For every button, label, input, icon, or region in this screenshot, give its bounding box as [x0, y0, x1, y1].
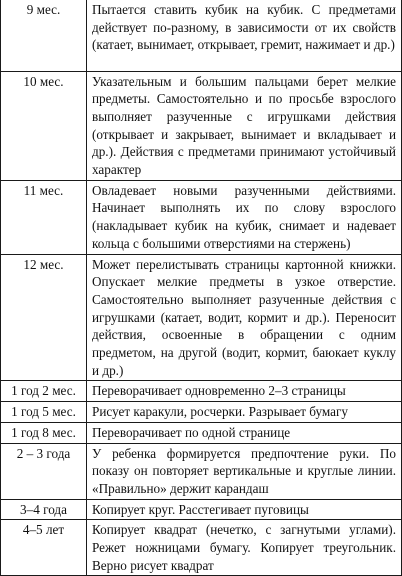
table-row — [1, 499, 402, 520]
description-cell: Может перелистывать страницы картонной книжки. Опускает мелкие предметы в узкое отверстие. Самостоятельно выполняет разученные действия с игрушками (катает, водит, кормит и др.). Переносит действия, освоенные в обращении с одним предметом, на другой (водит, кормит, баюкает куклу и др.) — [87, 254, 402, 381]
description-cell: Пытается ставить кубик на кубик. С предметами действует по-разному, в зависимости от их свойств (катает, вынимает, открывает, гремит, нажимает и др.) — [87, 0, 402, 71]
age-cell: 1 год 5 мес. — [1, 402, 87, 423]
age-cell: 9 мес. — [1, 0, 87, 71]
table-row — [1, 422, 402, 443]
age-cell: 2 – 3 года — [1, 443, 87, 499]
description-cell: Рисует каракули, росчерки. Разрывает бумагу — [87, 402, 402, 423]
age-cell: 4–5 лет — [1, 520, 87, 576]
table-row — [1, 180, 402, 254]
table-row — [1, 381, 402, 402]
age-cell: 11 мес. — [1, 180, 87, 254]
table-row — [1, 443, 402, 499]
description-cell: Указательным и большим пальцами берет мелкие предметы. Самостоятельно и по просьбе взрослого выполняет разученные с игрушками действия (открывает и закрывает, вынимает и вкладывает и др.). Действия с предметами принимают устойчивый характер — [87, 71, 402, 180]
description-cell: Переворачивает одновременно 2–3 страницы — [87, 381, 402, 402]
table-row — [1, 402, 402, 423]
table-row — [1, 71, 402, 180]
age-cell: 12 мес. — [1, 254, 87, 381]
table-row — [1, 254, 402, 381]
table-row — [1, 0, 402, 71]
description-cell: Переворачивает по одной странице — [87, 422, 402, 443]
description-cell: Овладевает новыми разученными действиями. Начинает выполнять их по слову взрослого (накладывает кубик на кубик, снимает и надевает кольца с большими отверстиями на стержень) — [87, 180, 402, 254]
age-cell: 3–4 года — [1, 499, 87, 520]
table-row — [1, 520, 402, 576]
age-cell: 1 год 2 мес. — [1, 381, 87, 402]
description-cell: Копирует квадрат (нечетко, с загнутыми углами). Режет ножницами бумагу. Копирует треугольник. Верно рисует квадрат — [87, 520, 402, 576]
age-cell: 10 мес. — [1, 71, 87, 180]
age-cell: 1 год 8 мес. — [1, 422, 87, 443]
description-cell: У ребенка формируется предпочтение руки. По показу он повторяет вертикальные и круглые линии. «Правильно» держит карандаш — [87, 443, 402, 499]
description-cell: Копирует круг. Расстегивает пуговицы — [87, 499, 402, 520]
